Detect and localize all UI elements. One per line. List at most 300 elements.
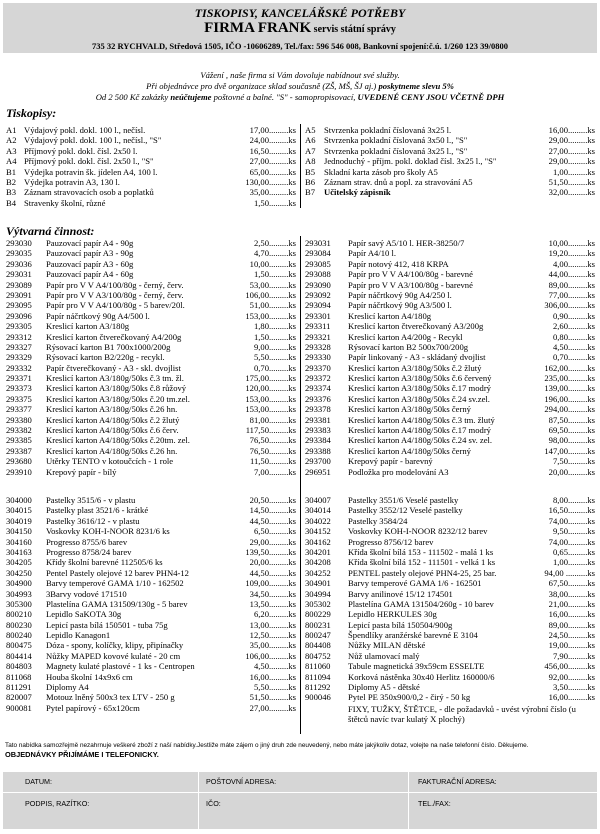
list-item xyxy=(6,526,298,536)
item-code: 293378 xyxy=(305,404,331,415)
list-item xyxy=(305,259,597,269)
item-code: 296951 xyxy=(305,466,331,477)
item-price: 4,00.........ks xyxy=(552,258,595,269)
item-code: 293680 xyxy=(6,456,32,467)
item-price: 89,00.........ks xyxy=(548,619,595,630)
list-item xyxy=(305,435,597,445)
item-name: Papír savý A5/10 l. HER-38250/7 xyxy=(348,238,465,248)
item-code: A3 xyxy=(6,145,17,156)
item-price: 76,50.........ks xyxy=(249,445,296,456)
item-name: Kreslicí karton A4/180g/50ks č.24 sv. zel. xyxy=(348,435,493,446)
item-code: 293328 xyxy=(305,341,331,352)
list-item xyxy=(305,352,597,362)
list-item xyxy=(305,692,597,702)
item-price: 7,90.........ks xyxy=(552,650,595,661)
item-price: 35,00.........ks xyxy=(249,187,296,198)
item-name: Pastelky plast 3521/6 - krátké xyxy=(46,505,149,516)
item-price: 7,50.........ks xyxy=(552,456,595,467)
item-price: 120,00.........ks xyxy=(245,383,296,394)
company-suffix: servis státní správy xyxy=(311,24,396,35)
item-price: 16,00.........ks xyxy=(548,609,595,620)
item-price: 44,00.........ks xyxy=(548,269,595,280)
item-price: 51,50.........ks xyxy=(249,692,296,703)
column-divider-art xyxy=(300,236,301,734)
list-item xyxy=(6,640,298,650)
list-item xyxy=(305,321,597,331)
discount-text: poskytneme slevu 5% xyxy=(378,81,454,91)
item-code: 800240 xyxy=(6,630,32,641)
date-field[interactable]: DATUM: xyxy=(25,777,53,786)
list-item xyxy=(305,568,597,578)
item-name: Výdejka potravin A3, 130 l. xyxy=(24,176,120,187)
intro-line-2 xyxy=(0,81,600,92)
forms-list-left xyxy=(6,125,298,208)
item-name: Stvrzenka pokladní číslovaná 3x25 l. xyxy=(324,125,452,135)
item-name: Papír A4/10 l. xyxy=(348,248,396,259)
list-item xyxy=(305,146,597,156)
item-name: Kreslicí karton A3/180g/50ks č.2 žlutý xyxy=(348,362,482,373)
list-item xyxy=(305,300,597,310)
list-item xyxy=(305,363,597,373)
item-code: B4 xyxy=(6,197,17,208)
item-price: 98,00.........ks xyxy=(548,435,595,446)
item-code: A6 xyxy=(305,135,316,146)
item-price: 153,00.........ks xyxy=(245,404,296,415)
company-address: 735 32 RYCHVALD, Středová 1505, IČO -10606289, Tel./fax: 596 546 008, Bankovní spojení:č.ú. 1/260 123 39/0800 xyxy=(91,41,509,51)
intro-line-1: Vážení , naše firma si Vám dovoluje nabídnout své služby. xyxy=(200,70,400,80)
item-code: B3 xyxy=(6,187,17,198)
item-name: Kreslicí karton A4/180g/50ks č.6 červ. xyxy=(46,425,179,436)
list-item xyxy=(6,568,298,578)
tel-fax-field[interactable]: TEL./FAX: xyxy=(418,799,451,808)
list-item xyxy=(6,620,298,630)
item-price: 24,00.........ks xyxy=(249,135,296,146)
item-code: 293380 xyxy=(6,414,32,425)
list-item xyxy=(305,425,597,435)
item-price: 0,80.........ks xyxy=(552,331,595,342)
item-code: B6 xyxy=(305,176,316,187)
form-column-divider-1 xyxy=(198,772,199,829)
item-name: Papír pro V V A3/100/80g - barevné xyxy=(348,279,473,290)
item-name: Pauzovací papír A3 - 60g xyxy=(46,258,134,269)
header-subtitle: TISKOPISY, KANCELÁŘSKÉ POTŘEBY xyxy=(194,6,406,20)
item-price: 38,00.........ks xyxy=(548,588,595,599)
item-code: 304000 xyxy=(6,495,32,505)
item-price: 20,00.........ks xyxy=(249,557,296,568)
item-code: B2 xyxy=(6,176,17,187)
item-price: 7,00.........ks xyxy=(253,466,296,477)
item-price: 4,50.........ks xyxy=(253,661,296,672)
item-price: 196,00.........ks xyxy=(544,393,595,404)
item-code: 293090 xyxy=(305,279,331,290)
item-price: 162,00.........ks xyxy=(544,362,595,373)
item-name: Plastelína GAMA 131509/130g - 5 barev xyxy=(46,598,188,609)
item-price: 16,00.........ks xyxy=(548,692,595,703)
item-price: 89,00.........ks xyxy=(548,279,595,290)
item-code: 804414 xyxy=(6,650,32,661)
list-item xyxy=(6,495,298,505)
list-item xyxy=(6,547,298,557)
list-item xyxy=(6,578,298,588)
item-code: 293375 xyxy=(6,393,32,404)
ico-field[interactable]: IČO: xyxy=(206,799,221,808)
item-price: 139,00.........ks xyxy=(544,383,595,394)
item-name: Kreslicí karton čtverečkovaný A3/200g xyxy=(348,321,484,332)
item-name: Progresso 8755/6 barev xyxy=(46,536,128,547)
list-item xyxy=(6,682,298,692)
item-name: Lepidlo HERKULES 30g xyxy=(348,609,437,620)
item-price: 5,50.........ks xyxy=(253,352,296,363)
list-item xyxy=(6,363,298,373)
item-price: 12,50.........ks xyxy=(249,630,296,641)
item-name: Dóza - spony, kolíčky, klipy, připínačky xyxy=(46,640,184,651)
list-item xyxy=(6,290,298,300)
item-code: B1 xyxy=(6,166,17,177)
item-price: 2,60.........ks xyxy=(552,321,595,332)
item-name: Špendlíky aranžérské barevné E 3104 xyxy=(348,630,478,641)
list-item xyxy=(6,415,298,425)
list-item xyxy=(6,259,298,269)
item-name: Kreslicí karton A4/180g/50ks č.3 tm. žlutý xyxy=(348,414,495,425)
signature-field[interactable]: PODPIS, RAZÍTKO: xyxy=(25,799,90,808)
list-item xyxy=(6,321,298,331)
item-code: 804752 xyxy=(305,650,331,661)
art-list-left-1 xyxy=(6,238,298,477)
list-item xyxy=(305,394,597,404)
list-item xyxy=(6,505,298,515)
item-code: 293096 xyxy=(6,310,32,321)
list-item xyxy=(305,383,597,393)
list-item xyxy=(6,269,298,279)
list-item xyxy=(6,672,298,682)
item-price: 106,00.........ks xyxy=(245,650,296,661)
item-code: 293329 xyxy=(6,352,32,363)
item-name: Papír pro V V A4/100/80g - 5 barev/20l. xyxy=(46,300,185,311)
item-price: 29,00.........ks xyxy=(548,156,595,167)
item-code: 293910 xyxy=(6,466,32,477)
list-item xyxy=(305,342,597,352)
item-price: 456,00.........ks xyxy=(544,661,595,672)
item-name: Papír náčrtkový 90g A4/500 l. xyxy=(46,310,150,321)
item-code: 293305 xyxy=(6,321,32,332)
item-name: Utěrky TENTO v kotoučcích - 1 role xyxy=(46,456,174,467)
item-name: Papír pro V V A4/100/80g - černý, červ. xyxy=(46,279,184,290)
footer-orders: OBJEDNÁVKY PŘIJÍMÁME I TELEFONICKY. xyxy=(5,750,159,760)
list-item xyxy=(6,435,298,445)
item-code: 811060 xyxy=(305,661,331,672)
item-name: Papír linkovaný - A3 - skládaný dvojlist xyxy=(348,352,486,363)
item-code: 304205 xyxy=(6,557,32,568)
item-price: 1,50.........ks xyxy=(253,331,296,342)
item-code: 304201 xyxy=(305,546,331,557)
item-price: 67,50.........ks xyxy=(548,578,595,589)
item-code: 900046 xyxy=(305,692,331,703)
list-item xyxy=(305,167,597,177)
item-code: 900081 xyxy=(6,702,32,713)
list-item xyxy=(6,167,298,177)
list-item xyxy=(305,599,597,609)
list-item xyxy=(305,589,597,599)
item-name: Korková nástěnka 30x40 Herlitz 160000/6 xyxy=(348,671,495,682)
item-price: 51,00.........ks xyxy=(249,300,296,311)
item-name: Podložka pro modelování A3 xyxy=(348,466,449,477)
list-item xyxy=(6,557,298,567)
item-name: Pastelky 3551/6 Veselé pastelky xyxy=(348,495,459,505)
item-code: A1 xyxy=(6,125,17,135)
item-name: Papír notový 412, 418 KRPA xyxy=(348,258,449,269)
item-name: Motouz lněný 500x3 tex LTV - 250 g xyxy=(46,692,175,703)
list-item xyxy=(305,269,597,279)
item-name: Krepový papír - barevný xyxy=(348,456,433,467)
item-name: Stravenky školní, různé xyxy=(24,197,106,208)
item-price: 53,00.........ks xyxy=(249,279,296,290)
list-item xyxy=(305,516,597,526)
item-name: Rýsovací karton B2/220g - recykl. xyxy=(46,352,165,363)
item-code: A2 xyxy=(6,135,17,146)
item-price: 87,50.........ks xyxy=(548,414,595,425)
item-price: 1,80.........ks xyxy=(253,321,296,332)
list-item xyxy=(6,609,298,619)
list-item xyxy=(305,682,597,692)
art-list-left-2 xyxy=(6,495,298,713)
item-name: Kreslicí karton A3/180g/50ks č.24 sv.zel. xyxy=(348,393,490,404)
item-name: Výdajový pokl. dokl. 100 l., nečísl., "S" xyxy=(24,135,162,146)
item-code: 304994 xyxy=(305,588,331,599)
item-name: Učitelský zápisník xyxy=(324,187,391,198)
list-item xyxy=(6,342,298,352)
item-price: 1,50.........ks xyxy=(253,269,296,280)
item-price: 139,50.........ks xyxy=(245,546,296,557)
art-list-right-2 xyxy=(305,495,597,703)
item-code: 293311 xyxy=(305,321,331,332)
list-item xyxy=(305,651,597,661)
item-name: Pastelky 3552/12 Veselé pastelky xyxy=(348,505,463,516)
list-item xyxy=(305,187,597,197)
item-price: 44,50.........ks xyxy=(249,567,296,578)
item-price: 0,65.........ks xyxy=(552,546,595,557)
item-price: 34,50.........ks xyxy=(249,588,296,599)
item-price: 106,00.........ks xyxy=(245,289,296,300)
item-name: Rýsovací karton B2 500x700/200g xyxy=(348,341,469,352)
item-name: Kreslicí karton čtverečkovaný A4/200g xyxy=(46,331,182,342)
list-item xyxy=(305,332,597,342)
item-code: 293376 xyxy=(305,393,331,404)
item-code: 293036 xyxy=(6,258,32,269)
company-title: FIRMA FRANK xyxy=(204,20,312,36)
item-price: 24,50.........ks xyxy=(548,630,595,641)
item-code: 804408 xyxy=(305,640,331,651)
item-code: 293387 xyxy=(6,445,32,456)
item-name: Plastelína GAMA 131504/260g - 10 barev xyxy=(348,598,494,609)
list-item xyxy=(6,692,298,702)
item-price: 10,00.........ks xyxy=(548,238,595,248)
list-item xyxy=(6,125,298,135)
item-code: A4 xyxy=(6,156,17,167)
list-item xyxy=(6,373,298,383)
item-price: 69,50.........ks xyxy=(548,425,595,436)
item-name: Výdajový pokl. dokl. 100 l., nečísl. xyxy=(24,125,146,135)
item-name: Pastelky 3584/24 xyxy=(348,515,408,526)
item-price: 74,00.........ks xyxy=(548,515,595,526)
list-item xyxy=(305,290,597,300)
item-price: 17,00.........ks xyxy=(249,125,296,135)
item-price: 130,00.........ks xyxy=(245,176,296,187)
item-code: 293370 xyxy=(305,362,331,373)
item-code: 293377 xyxy=(6,404,32,415)
item-code: 293383 xyxy=(305,425,331,436)
item-code: 293031 xyxy=(6,269,32,280)
item-code: 304150 xyxy=(6,526,32,537)
list-item xyxy=(305,373,597,383)
item-code: 820007 xyxy=(6,692,32,703)
list-item xyxy=(6,661,298,671)
item-code: 800229 xyxy=(305,609,331,620)
item-name: Výdejka potravin šk. jídelen A4, 100 l. xyxy=(24,166,158,177)
footer xyxy=(5,742,595,759)
section-art-title: Výtvarná činnost: xyxy=(6,224,95,238)
intro-line-2-text: Při objednávce pro dvě organizace sklad současně (ZŠ, MŠ, ŠJ aj.) xyxy=(146,81,379,91)
item-price: 8,00.........ks xyxy=(552,495,595,505)
list-item xyxy=(6,198,298,208)
vat-note: UVEDENÉ CENY JSOU VČETNĚ DPH xyxy=(357,92,505,102)
list-item xyxy=(6,187,298,197)
item-name: Nůžky MAPED kovové kulaté - 20 cm xyxy=(46,650,181,661)
postal-address-field[interactable]: POŠTOVNÍ ADRESA: xyxy=(206,777,277,786)
list-item xyxy=(6,135,298,145)
item-code: 804803 xyxy=(6,661,32,672)
item-price: 4,50.........ks xyxy=(552,341,595,352)
list-item xyxy=(6,332,298,342)
list-item xyxy=(6,630,298,640)
header-banner xyxy=(3,3,597,53)
item-name: Kreslicí karton A3/180g/50ks černý xyxy=(348,404,471,415)
item-code: 304015 xyxy=(6,505,32,516)
list-item xyxy=(6,394,298,404)
item-price: 109,00.........ks xyxy=(245,578,296,589)
item-price: 11,50.........ks xyxy=(250,456,296,467)
item-name: Barvy anilinové 15/12 174501 xyxy=(348,588,453,599)
item-price: 153,00.........ks xyxy=(245,310,296,321)
item-name: Lepidlo Kanagon1 xyxy=(46,630,111,641)
item-price: 9,00.........ks xyxy=(253,341,296,352)
item-price: 16,00.........ks xyxy=(548,125,595,135)
item-price: 21,00.........ks xyxy=(548,598,595,609)
list-item xyxy=(6,300,298,310)
no-charge-text: neúčtujeme xyxy=(170,92,212,102)
item-name: Kreslicí karton A3/180g/50ks č.8 růžový xyxy=(46,383,187,394)
footer-note: Tato nabídka samozřejmě nezahrnuje veškeré zboží z naší nabídky.Jestliže máte zájem o jiný druh zde neuvedený, nebo máte jakýkoliv dotaz, volejte na naše telefonní číslo. Děkujeme. xyxy=(5,742,529,749)
item-name: Kreslicí karton A3/180g/50ks č.26 hn. xyxy=(46,404,178,415)
item-price: 92,00.........ks xyxy=(548,671,595,682)
item-code: 293031 xyxy=(305,238,331,248)
item-code: 293382 xyxy=(6,425,32,436)
item-name: Papír čtverečkovaný - A3 - skl. dvojlist xyxy=(46,362,181,373)
intro-line-3-prefix: Od 2 500 Kč zakázky xyxy=(95,92,171,102)
list-item xyxy=(6,352,298,362)
item-price: 117,50.........ks xyxy=(245,425,296,436)
item-price: 306,00.........ks xyxy=(544,300,595,311)
item-code: A8 xyxy=(305,156,316,167)
item-price: 10,00.........ks xyxy=(249,258,296,269)
list-item xyxy=(305,156,597,166)
list-item xyxy=(6,156,298,166)
item-code: 305300 xyxy=(6,598,32,609)
item-name: Záznam strav. dnů a popl. za stravování A5 xyxy=(324,176,473,187)
intro-line-3-mid: poštovné a balné. "S" - samopropisovací, xyxy=(211,92,358,102)
list-item xyxy=(6,238,298,248)
item-price: 35,00.........ks xyxy=(249,640,296,651)
item-price: 1,50.........ks xyxy=(253,197,296,208)
item-price: 29,00.........ks xyxy=(249,536,296,547)
item-code: 304993 xyxy=(6,588,32,599)
item-code: 304014 xyxy=(305,505,331,516)
item-code: 800210 xyxy=(6,609,32,620)
list-item xyxy=(6,425,298,435)
item-code: B7 xyxy=(305,187,316,198)
item-name: Kreslicí karton A4/180g xyxy=(348,310,432,321)
column-divider-forms xyxy=(300,124,301,208)
item-name: Kreslicí karton A4/180g/50ks č.17 modrý xyxy=(348,425,491,436)
item-price: 175,00.........ks xyxy=(245,373,296,384)
item-name: Pauzovací papír A4 - 90g xyxy=(46,238,134,248)
list-item xyxy=(6,651,298,661)
list-item xyxy=(305,238,597,248)
billing-address-field[interactable]: FAKTURAČNÍ ADRESA: xyxy=(418,777,497,786)
list-item xyxy=(305,609,597,619)
item-code: 304007 xyxy=(305,495,331,505)
item-name: Pytel PE 350x900/0,2 - čirý - 50 kg xyxy=(348,692,471,703)
item-price: 51,50.........ks xyxy=(548,176,595,187)
item-name: Papír pro V V A4/100/80g - barevné xyxy=(348,269,473,280)
item-price: 65,00.........ks xyxy=(249,166,296,177)
item-code: 293327 xyxy=(6,341,32,352)
item-code: 800247 xyxy=(305,630,331,641)
item-code: 811291 xyxy=(6,682,32,693)
item-code: 304152 xyxy=(305,526,331,537)
list-item xyxy=(6,311,298,321)
item-code: 293371 xyxy=(6,373,32,384)
item-code: 304900 xyxy=(6,578,32,589)
list-item xyxy=(6,589,298,599)
item-code: 304162 xyxy=(305,536,331,547)
item-name: Lepidlo SaKOTA 30g xyxy=(46,609,122,620)
item-code: 304163 xyxy=(6,546,32,557)
item-code: 293321 xyxy=(305,331,331,342)
item-price: 44,50.........ks xyxy=(249,515,296,526)
item-price: 235,00.........ks xyxy=(544,373,595,384)
item-name: Kreslicí karton A4/180g/50ks černý xyxy=(348,445,471,456)
list-item xyxy=(305,177,597,187)
item-price: 27,00.........ks xyxy=(249,156,296,167)
item-name: Křída školní bílá 152 - 111501 - velká 1 ks xyxy=(348,557,496,568)
list-item xyxy=(6,516,298,526)
item-name: Houba školní 14x9x6 cm xyxy=(46,671,133,682)
item-price: 19,00.........ks xyxy=(548,640,595,651)
item-name: Stvrzenka pokladní číslovaná 3x50 l., "S" xyxy=(324,135,468,146)
list-item xyxy=(6,383,298,393)
item-code: 811068 xyxy=(6,671,32,682)
item-price: 27,00.........ks xyxy=(249,702,296,713)
list-item xyxy=(305,620,597,630)
item-price: 27,00.........ks xyxy=(548,145,595,156)
item-name: Papír pro V V A3/100/80g - černý, červ. xyxy=(46,289,184,300)
item-code: 304019 xyxy=(6,515,32,526)
item-price: 13,00.........ks xyxy=(249,619,296,630)
item-price: 29,00.........ks xyxy=(548,135,595,146)
company-name xyxy=(3,20,597,38)
item-code: 293700 xyxy=(305,456,331,467)
item-code: 800475 xyxy=(6,640,32,651)
